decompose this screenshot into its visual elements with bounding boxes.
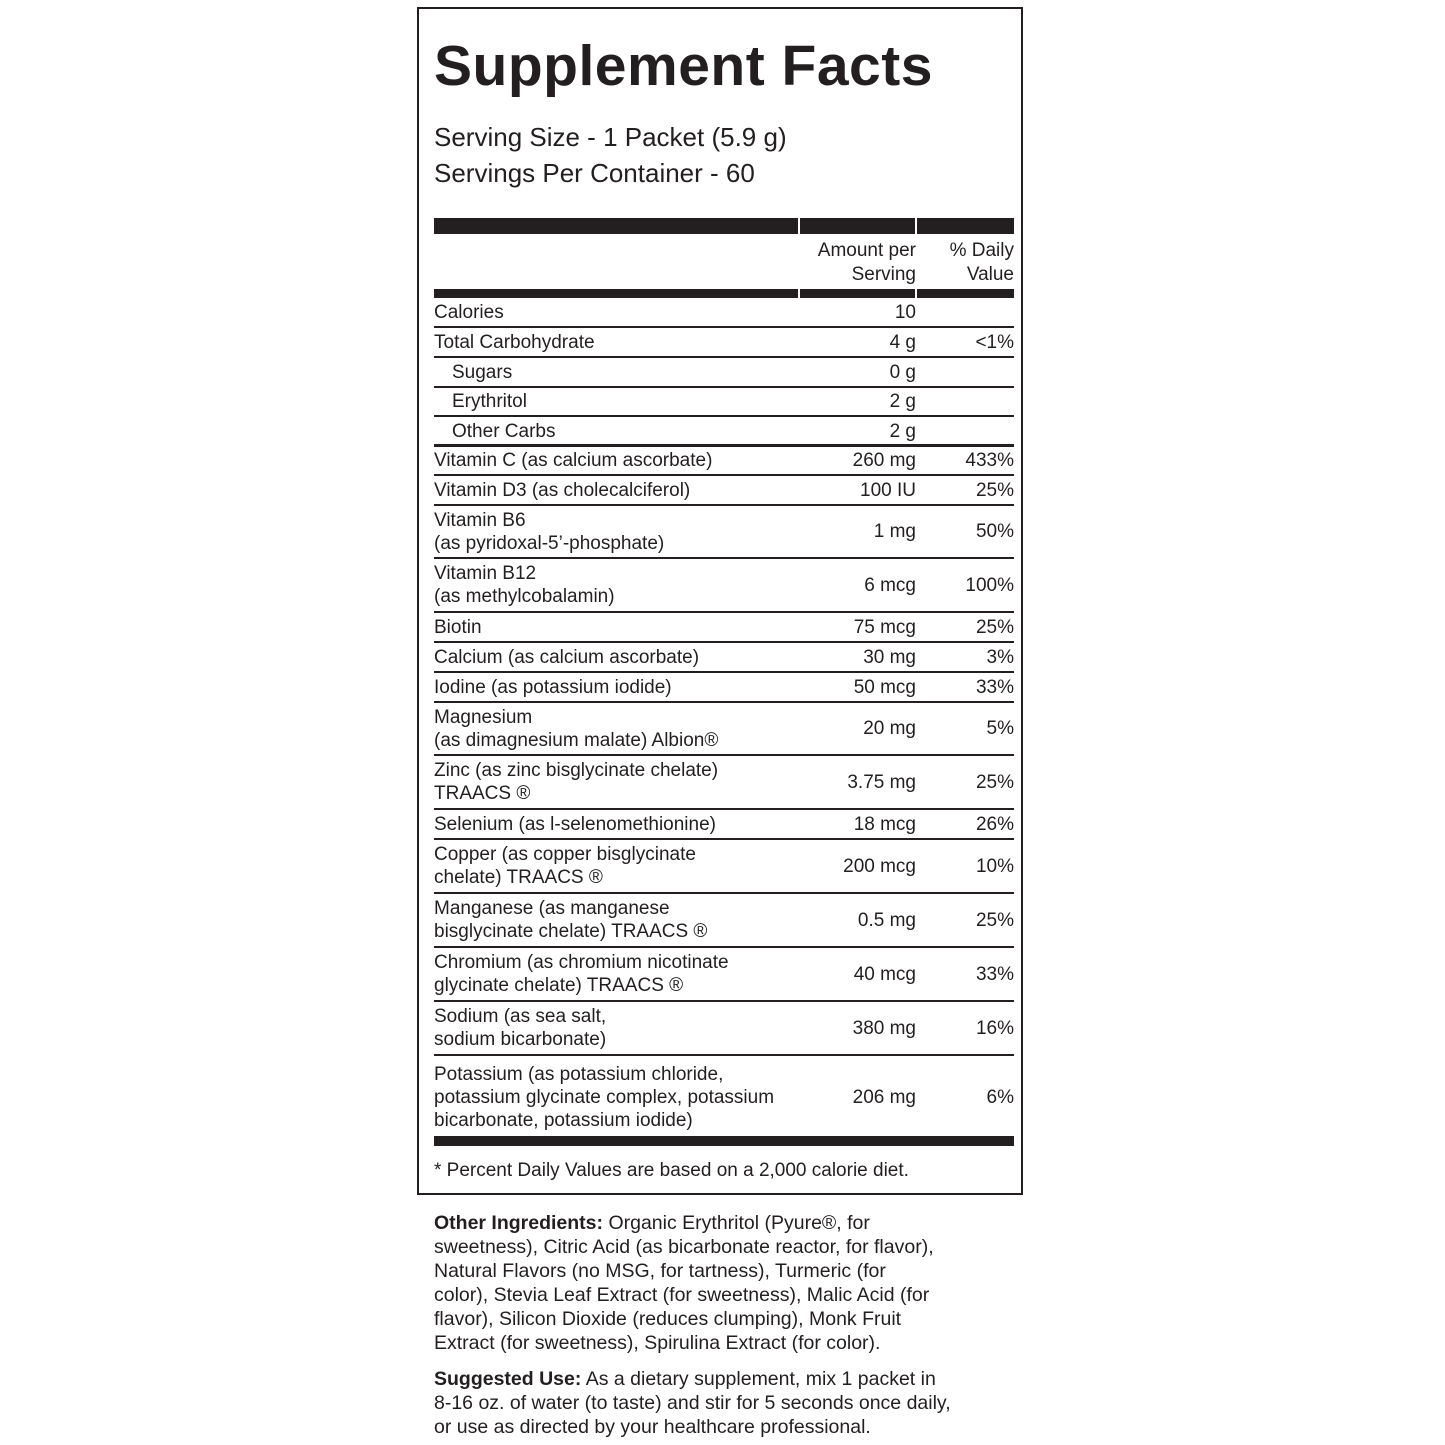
nutrient-name: Copper (as copper bisglycinate chelate) TRAACS ® <box>434 844 696 888</box>
nutrient-daily-value: 25% <box>975 617 1014 638</box>
table-row <box>434 840 1014 894</box>
bottom-thick-bar <box>434 1136 1014 1146</box>
nutrient-name: Iodine (as potassium iodide) <box>434 677 672 698</box>
top-thick-bar <box>434 218 1014 234</box>
nutrient-amount: 200 mcg <box>843 856 916 877</box>
nutrient-name: Potassium (as potassium chloride, potassium glycinate complex, potassium bicarbonate, potassium iodide) <box>434 1064 775 1131</box>
nutrient-amount: 1 mg <box>873 521 916 542</box>
nutrient-name: Calcium (as calcium ascorbate) <box>434 647 700 668</box>
nutrient-amount: 206 mg <box>852 1087 916 1108</box>
nutrient-name: Biotin <box>434 617 482 638</box>
table-row <box>434 388 1014 417</box>
nutrient-name: Vitamin D3 (as cholecalciferol) <box>434 480 691 501</box>
nutrient-name: Zinc (as zinc bisglycinate chelate) TRAACS ® <box>434 760 719 804</box>
suggested-use-label: Suggested Use: <box>434 1368 582 1390</box>
nutrient-daily-value: 10% <box>975 856 1014 877</box>
table-row <box>434 506 1014 559</box>
nutrient-amount: 3.75 mg <box>847 772 916 793</box>
nutrient-daily-value: 16% <box>975 1018 1014 1039</box>
header-bar <box>434 289 1014 298</box>
nutrient-name: Sodium (as sea salt, sodium bicarbonate) <box>434 1006 607 1050</box>
nutrient-amount: 2 g <box>889 421 916 442</box>
table-row <box>434 298 1014 328</box>
nutrient-daily-value: 100% <box>965 575 1014 596</box>
table-row <box>434 613 1014 643</box>
daily-value-footnote: * Percent Daily Values are based on a 2,000 calorie diet. <box>434 1160 909 1181</box>
table-row <box>434 703 1014 756</box>
other-ingredients-label: Other Ingredients: <box>434 1212 604 1234</box>
nutrient-amount: 20 mg <box>863 718 916 739</box>
nutrient-amount: 260 mg <box>852 450 916 471</box>
nutrient-daily-value: 5% <box>986 718 1014 739</box>
nutrient-amount: 0 g <box>889 362 916 383</box>
nutrient-amount: 2 g <box>889 391 916 412</box>
nutrient-amount: 40 mcg <box>853 964 916 985</box>
table-row <box>434 559 1014 613</box>
nutrient-amount: 50 mcg <box>853 677 916 698</box>
nutrient-daily-value: 25% <box>975 910 1014 931</box>
table-row <box>434 358 1014 388</box>
nutrient-amount: 6 mcg <box>864 575 916 596</box>
table-row <box>434 643 1014 673</box>
servings-per-container: Servings Per Container - 60 <box>434 158 755 188</box>
suggested-use: Suggested Use: As a dietary supplement, mix 1 packet in 8-16 oz. of water (to taste) and stir for 5 seconds once daily, or use as directed by your healthcare professional. <box>434 1368 951 1438</box>
bar-divider <box>798 289 800 298</box>
nutrient-daily-value: 25% <box>975 772 1014 793</box>
table-row <box>434 1056 1014 1136</box>
nutrient-daily-value: 25% <box>975 480 1014 501</box>
nutrient-daily-value: 26% <box>975 814 1014 835</box>
nutrient-name: Other Carbs <box>452 421 556 442</box>
nutrient-name: Chromium (as chromium nicotinate glycinate chelate) TRAACS ® <box>434 952 729 996</box>
table-row <box>434 417 1014 447</box>
nutrient-name: Selenium (as l-selenomethionine) <box>434 814 716 835</box>
amount-per-serving-header: Amount per Serving <box>817 240 916 285</box>
nutrient-amount: 4 g <box>889 332 916 353</box>
nutrient-daily-value: 3% <box>986 647 1014 668</box>
nutrient-name: Magnesium (as dimagnesium malate) Albion® <box>434 707 719 751</box>
nutrient-name: Calories <box>434 302 504 323</box>
table-row <box>434 810 1014 840</box>
table-row <box>434 756 1014 810</box>
nutrient-daily-value: <1% <box>975 332 1014 353</box>
bar-divider <box>915 218 917 234</box>
nutrient-amount: 380 mg <box>852 1018 916 1039</box>
table-row <box>434 447 1014 476</box>
nutrient-daily-value: 33% <box>975 677 1014 698</box>
nutrient-amount: 0.5 mg <box>857 910 916 931</box>
nutrient-name: Total Carbohydrate <box>434 332 595 353</box>
nutrient-name: Vitamin C (as calcium ascorbate) <box>434 450 713 471</box>
table-row <box>434 476 1014 506</box>
table-row <box>434 948 1014 1002</box>
panel-title: Supplement Facts <box>434 34 933 98</box>
nutrient-name: Erythritol <box>452 391 527 412</box>
nutrient-daily-value: 33% <box>975 964 1014 985</box>
bar-divider <box>798 218 800 234</box>
nutrient-daily-value: 433% <box>965 450 1014 471</box>
table-row <box>434 673 1014 703</box>
nutrient-daily-value: 50% <box>975 521 1014 542</box>
other-ingredients: Other Ingredients: Organic Erythritol (Pyure®, for sweetness), Citric Acid (as bicarbonate reactor, for flavor), Natural Flavors (no MSG, for tartness), Turmeric (for color), Stevia Leaf Extract (for sweetness), Malic Acid (for flavor), Silicon Dioxide (reduces clumping), Monk Fruit Extract (for sweetness), Spirulina Extract (for color). <box>434 1212 934 1354</box>
table-row <box>434 328 1014 358</box>
daily-value-header: % Daily Value <box>949 240 1014 285</box>
serving-size: Serving Size - 1 Packet (5.9 g) <box>434 122 787 152</box>
nutrient-amount: 10 <box>894 302 916 323</box>
nutrient-name: Vitamin B6 (as pyridoxal-5’-phosphate) <box>434 510 665 554</box>
nutrient-daily-value: 6% <box>986 1087 1014 1108</box>
nutrient-name: Manganese (as manganese bisglycinate chelate) TRAACS ® <box>434 898 708 942</box>
table-row <box>434 1002 1014 1056</box>
nutrient-amount: 100 IU <box>860 480 916 501</box>
nutrient-amount: 18 mcg <box>853 814 916 835</box>
nutrient-amount: 30 mg <box>863 647 916 668</box>
table-row <box>434 894 1014 948</box>
nutrient-name: Sugars <box>452 362 513 383</box>
nutrient-amount: 75 mcg <box>853 617 916 638</box>
nutrient-name: Vitamin B12 (as methylcobalamin) <box>434 563 615 607</box>
bar-divider <box>915 289 917 298</box>
